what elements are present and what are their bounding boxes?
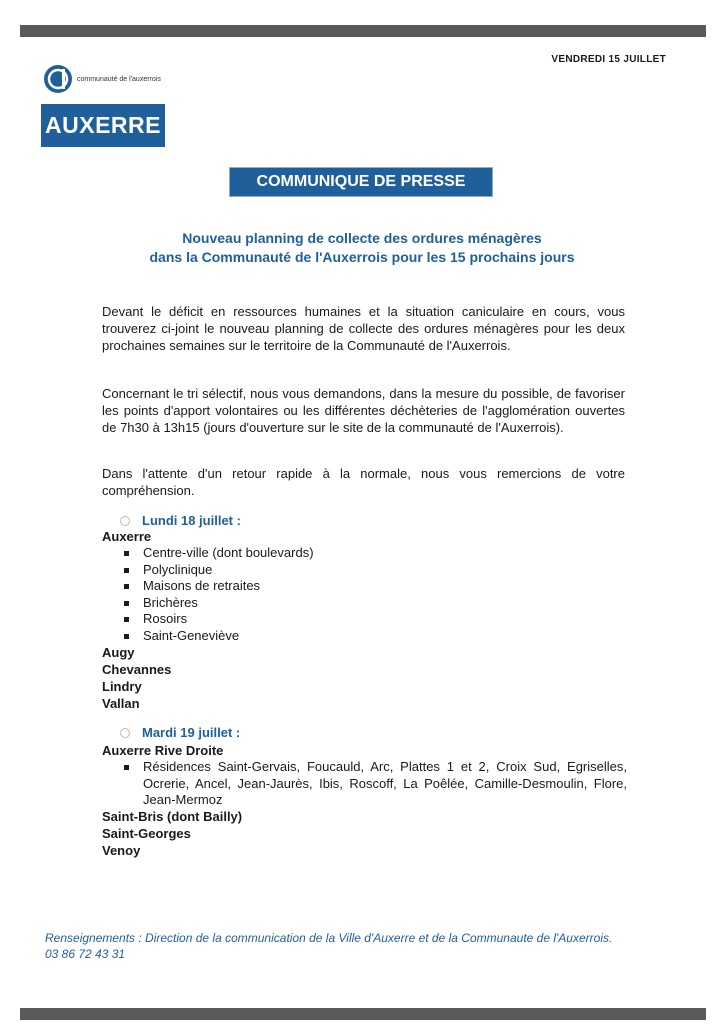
list-item: Brichères (102, 595, 627, 612)
circle-bullet-icon (120, 728, 130, 738)
day-heading-tuesday (120, 725, 240, 740)
day-heading-monday (120, 513, 241, 528)
headline-line-1: Nouveau planning de collecte des ordures ménagères (182, 230, 542, 246)
paragraph-thanks: Dans l'attente d'un retour rapide à la normale, nous vous remercions de votre compréhension. (102, 466, 625, 498)
footer-info: Renseignements : Direction de la communication de la Ville d'Auxerre et de la Communaute de l'Auxerrois. (45, 931, 613, 945)
day-title: Lundi 18 juillet : (142, 513, 241, 528)
footer-phone: 03 86 72 43 31 (45, 947, 126, 961)
town-name: Venoy (102, 843, 141, 858)
town-name: Saint-Bris (dont Bailly) (102, 809, 243, 824)
logo (43, 64, 161, 94)
list-item: Polyclinique (102, 562, 627, 579)
town-name: Vallan (102, 696, 140, 711)
bottom-rule (20, 1008, 706, 1020)
list-item: Centre-ville (dont boulevards) (102, 545, 627, 562)
press-date: VENDREDI 15 JUILLET (551, 54, 666, 65)
logo-caption: communauté de l'auxerrois (77, 75, 161, 83)
paragraph-intro: Devant le déficit en ressources humaines et la situation caniculaire en cours, vous trouverez ci-joint le nouveau planning de collecte des ordures ménagères pour les deux prochaines semaines sur le territoire de la Communauté de l'Auxerrois. (102, 304, 625, 353)
press-release-title: COMMUNIQUE DE PRESSE (230, 168, 492, 196)
agglomeration-logo-icon (43, 64, 73, 94)
list-item: Maisons de retraites (102, 578, 627, 595)
auxerre-badge: AUXERRE (41, 104, 165, 147)
list-item: Résidences Saint-Gervais, Foucauld, Arc, Plattes 1 et 2, Croix Sud, Egriselles, Ocrerie, Ancel, Jean-Jaurès, Ibis, Roscoff, La Poêlée, Camille-Desmoulin, Flore, Jean-Mermoz (102, 759, 627, 809)
town-name: Lindry (102, 679, 142, 694)
city-auxerre-rive-droite: Auxerre Rive Droite (102, 743, 224, 758)
list-item: Saint-Geneviève (102, 628, 627, 645)
district-list-tuesday (102, 759, 627, 809)
top-rule (20, 25, 706, 37)
town-name: Saint-Georges (102, 826, 191, 841)
headline (60, 229, 664, 267)
day-title: Mardi 19 juillet : (142, 725, 241, 740)
footer-contact (45, 930, 625, 962)
town-name: Augy (102, 645, 135, 660)
headline-line-2: dans la Communauté de l'Auxerrois pour les 15 prochains jours (149, 249, 575, 265)
town-name: Chevannes (102, 662, 172, 677)
list-item: Rosoirs (102, 611, 627, 628)
city-auxerre: Auxerre (102, 529, 152, 544)
circle-bullet-icon (120, 516, 130, 526)
paragraph-sorting: Concernant le tri sélectif, nous vous demandons, dans la mesure du possible, de favoriser les points d'apport volontaires ou les différentes déchèteries de l'agglomération ouvertes de 7h30 à 13h15 (jours d'ouverture sur le site de la communauté de l'Auxerrois). (102, 386, 625, 435)
district-list-monday (102, 545, 627, 645)
